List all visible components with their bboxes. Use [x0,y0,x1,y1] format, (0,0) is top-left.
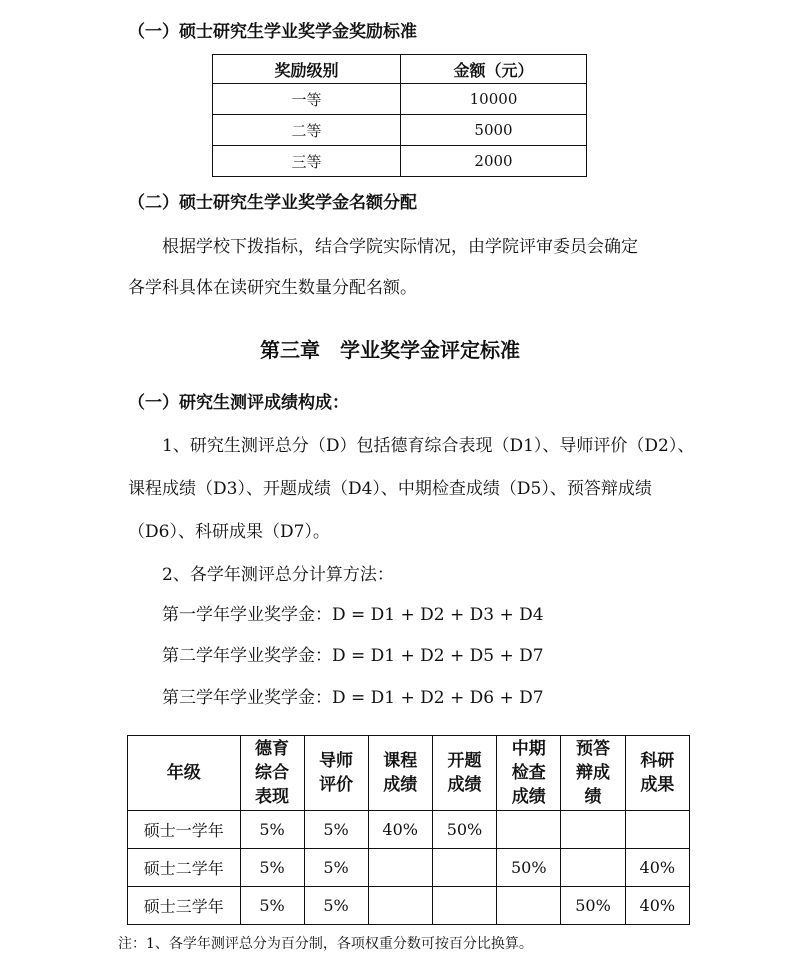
table-cell: 50% [497,849,561,887]
table-header-cell [561,736,625,811]
header-text: 评价 [319,775,354,795]
table-row [213,146,587,177]
table-cell: 二等 [213,115,401,146]
score-weight-table [127,735,690,925]
formula-line: 第一学年学业奖学金：D = D1 + D2 + D3 + D4 [162,605,544,625]
table-header-cell [497,736,561,811]
header-text: 科研 [640,751,675,771]
table-cell: 10000 [401,84,587,115]
header-text: 中期 [511,739,546,759]
header-text: 年级 [166,763,201,783]
header-text: 德育 [255,739,290,759]
paragraph-line: 根据学校下拨指标，结合学院实际情况，由学院评审委员会确定 [162,237,638,257]
table-cell: 50% [561,887,625,925]
table-header-cell: 金额（元） [401,55,587,84]
table-cell [561,811,625,849]
table-header-cell: 奖励级别 [213,55,401,84]
table-row [128,811,690,849]
table-cell [368,849,432,887]
paragraph-line: 2、各学年测评总分计算方法： [162,565,394,585]
section3-title: （一）研究生测评成绩构成： [128,393,349,413]
table-cell: 硕士一学年 [128,811,241,849]
table-cell: 一等 [213,84,401,115]
header-text: 成绩 [447,775,482,795]
table-cell: 40% [625,849,689,887]
header-text: 表现 [255,787,290,807]
paragraph-line: 各学科具体在读研究生数量分配名额。 [128,278,417,298]
header-text: 检查 [511,763,546,783]
table-header-row [213,55,587,84]
table-header-cell [304,736,368,811]
table-cell: 5% [304,811,368,849]
table-cell [432,887,496,925]
table-cell: 5% [240,887,304,925]
table-row [128,849,690,887]
table-cell [432,849,496,887]
award-standard-table [212,54,587,177]
table-cell: 5000 [401,115,587,146]
table-cell: 50% [432,811,496,849]
table-header-cell [368,736,432,811]
footnote: 注：1、各学年测评总分为百分制，各项权重分数可按百分比换算。 [118,936,533,952]
header-text: 导师 [319,751,354,771]
table-row [213,115,587,146]
table-row [128,887,690,925]
formula-line: 第二学年学业奖学金：D = D1 + D2 + D5 + D7 [162,646,544,666]
table-header-cell [625,736,689,811]
paragraph-line: 课程成绩（D3）、开题成绩（D4）、中期检查成绩（D5）、预答辩成绩 [128,479,652,499]
table-cell: 5% [304,887,368,925]
header-text: 课程 [383,751,418,771]
header-text: 综合 [255,763,290,783]
header-text: 绩 [584,787,602,807]
table-header-cell [128,736,241,811]
formula-line: 第三学年学业奖学金：D = D1 + D2 + D6 + D7 [162,688,544,708]
table-cell: 5% [240,811,304,849]
header-text: 成绩 [511,787,546,807]
table-cell: 硕士二学年 [128,849,241,887]
table-cell [497,811,561,849]
table-header-cell [240,736,304,811]
table-header-cell [432,736,496,811]
table-cell [368,887,432,925]
table-cell: 2000 [401,146,587,177]
section2-title: （二）硕士研究生学业奖学金名额分配 [128,193,417,213]
section1-title: （一）硕士研究生学业奖学金奖励标准 [128,22,417,42]
table-cell: 硕士三学年 [128,887,241,925]
header-text: 辩成 [576,763,610,783]
table-row [213,84,587,115]
paragraph-line: （D6）、科研成果（D7）。 [128,522,330,542]
table-cell: 40% [625,887,689,925]
header-text: 预答 [576,739,610,759]
table-cell: 5% [304,849,368,887]
table-cell: 5% [240,849,304,887]
chapter-title: 第三章 学业奖学金评定标准 [260,338,520,362]
table-cell [561,849,625,887]
table-cell: 40% [368,811,432,849]
header-text: 成果 [640,775,675,795]
header-text: 成绩 [383,775,418,795]
paragraph-line: 1、研究生测评总分（D）包括德育综合表现（D1）、导师评价（D2）、 [162,436,695,456]
header-text: 开题 [447,751,482,771]
table-cell [497,887,561,925]
table-cell: 三等 [213,146,401,177]
table-header-row [128,736,690,811]
table-cell [625,811,689,849]
